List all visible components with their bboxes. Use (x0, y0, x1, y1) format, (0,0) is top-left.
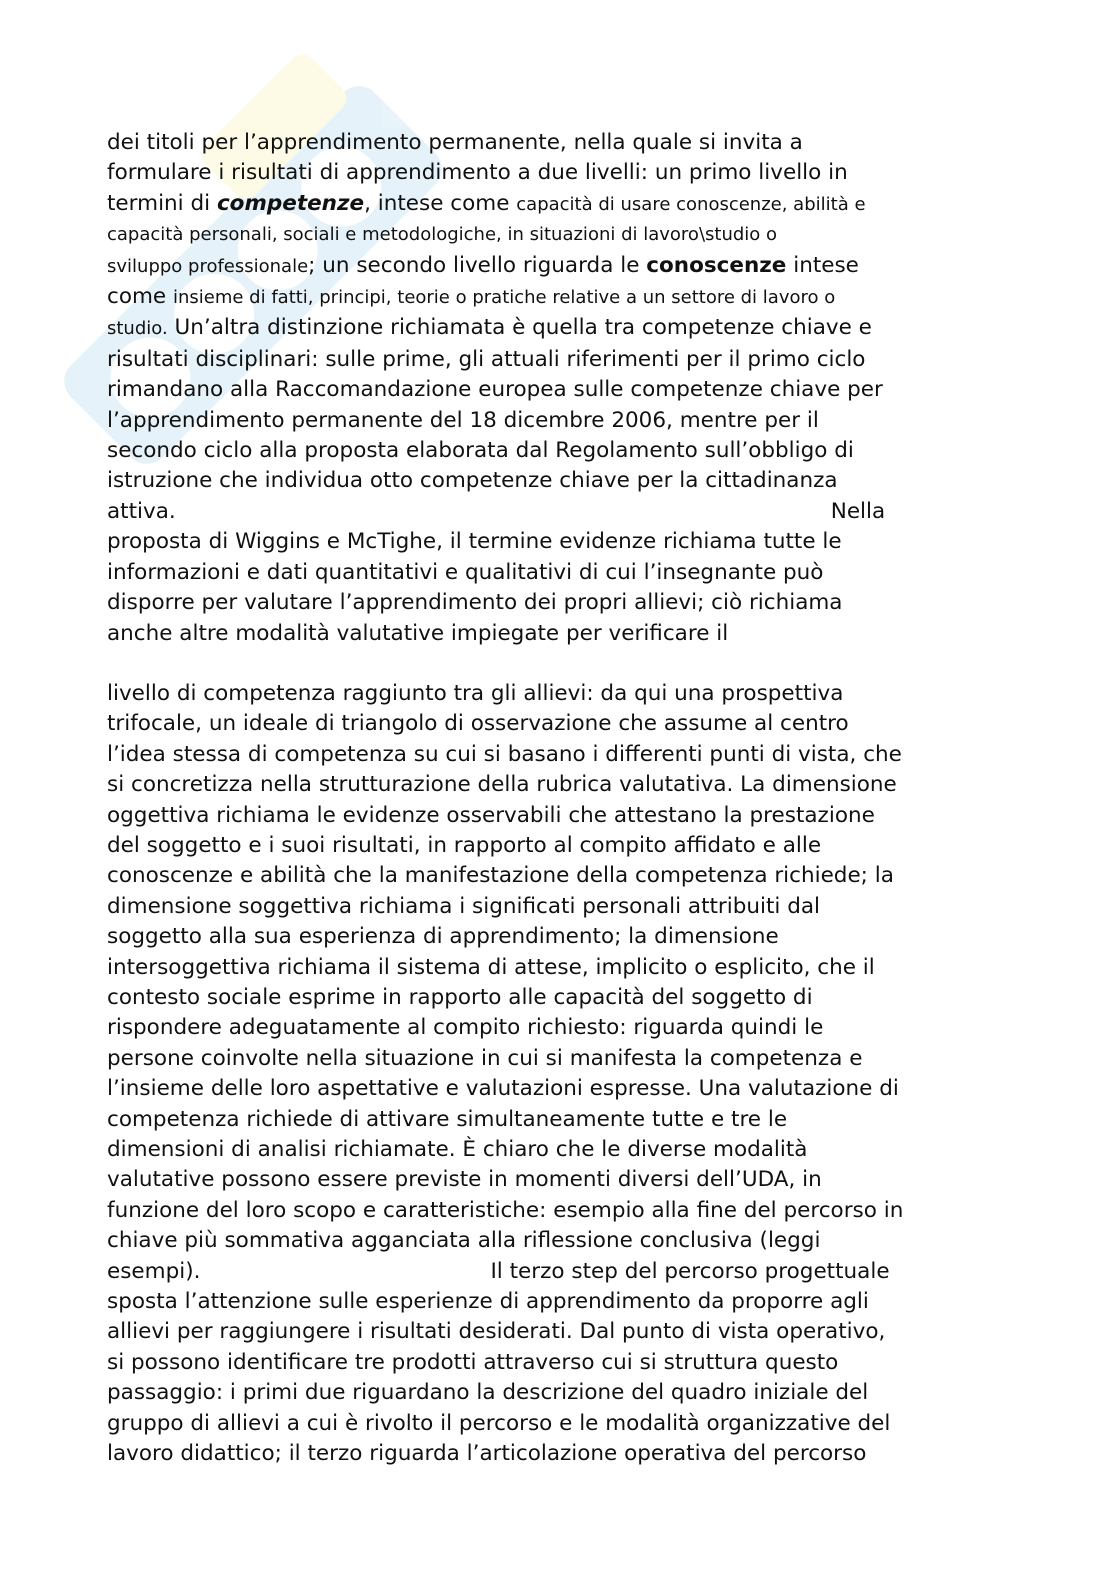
text-line: l’apprendimento permanente del 18 dicembre 2006, mentre per il (107, 407, 819, 433)
text-line: livello di competenza raggiunto tra gli allievi: da qui una prospettiva (107, 680, 844, 706)
text-run: Il terzo step del percorso progettuale (490, 1258, 890, 1284)
text-run: attiva. (107, 498, 176, 524)
text-line: istruzione che individua otto competenze chiave per la cittadinanza (107, 468, 838, 494)
text-line: formulare i risultati di apprendimento a due livelli: un primo livello in (107, 160, 848, 186)
text-line: proposta di Wiggins e McTighe, il termine evidenze richiama tutte le (107, 529, 842, 555)
term-competenze: competenze (216, 190, 365, 216)
text-run: Un’altra distinzione richiamata è quella tra competenze chiave e (167, 315, 872, 341)
text-line: gruppo di allievi a cui è rivolto il percorso e le modalità organizzative del (107, 1410, 891, 1436)
text-line: persone coinvolte nella situazione in cui si manifesta la competenza e (107, 1045, 863, 1071)
text-line: valutative possono essere previste in momenti diversi dell’UDA, in (107, 1167, 822, 1193)
text-line: rimandano alla Raccomandazione europea sulle competenze chiave per (107, 377, 883, 403)
text-line: rispondere adeguatamente al compito richiesto: riguarda quindi le (107, 1015, 824, 1041)
paragraph-gap (107, 649, 1027, 679)
text-line: anche altre modalità valutative impiegate per verificare il (107, 620, 729, 646)
text-run: ; un secondo livello riguarda le (308, 252, 647, 278)
text-line: lavoro didattico; il terzo riguarda l’articolazione operativa del percorso (107, 1441, 867, 1467)
text-run: intese (786, 252, 859, 278)
text-line: passaggio: i primi due riguardano la descrizione del quadro iniziale del (107, 1380, 869, 1406)
text-line (107, 313, 1027, 344)
text-line: dimensione soggettiva richiama i significati personali attribuiti dal (107, 893, 821, 919)
text-run: esempi). (107, 1258, 201, 1284)
text-line (107, 497, 1027, 527)
text-line: informazioni e dati quantitativi e qualitativi di cui l’insegnante può (107, 559, 824, 585)
text-line (107, 251, 1027, 282)
text-line: trifocale, un ideale di triangolo di osservazione che assume al centro (107, 711, 849, 737)
definition-text: studio. (107, 318, 168, 340)
text-line: intersoggettiva richiama il sistema di attese, implicito o esplicito, che il (107, 954, 875, 980)
text-line: l’idea stessa di competenza su cui si basano i differenti punti di vista, che (107, 741, 902, 767)
text-line (107, 189, 1027, 220)
text-line: conoscenze e abilità che la manifestazione della competenza richiede; la (107, 863, 894, 889)
text-line (107, 1257, 1027, 1287)
document-body (107, 128, 1027, 1469)
text-line: dei titoli per l’apprendimento permanente, nella quale si invita a (107, 130, 803, 155)
text-line: allievi per raggiungere i risultati desiderati. Dal punto di vista operativo, (107, 1319, 886, 1345)
text-line: soggetto alla sua esperienza di apprendimento; la dimensione (107, 924, 779, 950)
text-line: si possono identificare tre prodotti attraverso cui si struttura questo (107, 1349, 839, 1375)
text-line: disporre per valutare l’apprendimento dei propri allievi; ciò richiama (107, 590, 843, 616)
definition-line: capacità personali, sociali e metodologiche, in situazioni di lavoro\studio o (107, 224, 778, 246)
paragraph-block-1 (107, 128, 1027, 649)
text-run: termini di (107, 190, 217, 216)
text-line: oggettiva richiama le evidenze osservabili che attestano la prestazione (107, 802, 875, 828)
text-line (107, 282, 1027, 313)
definition-text: capacità di usare conoscenze, abilità e (516, 193, 866, 215)
text-line: dimensioni di analisi richiamate. È chiaro che le diverse modalità (107, 1137, 808, 1162)
text-run: come (107, 284, 173, 310)
text-run: Nella (830, 498, 886, 524)
text-line: sposta l’attenzione sulle esperienze di apprendimento da proporre agli (107, 1289, 869, 1315)
text-line: risultati disciplinari: sulle prime, gli attuali riferimenti per il primo ciclo (107, 346, 866, 372)
text-line: secondo ciclo alla proposta elaborata dal Regolamento sull’obbligo di (107, 438, 854, 464)
text-line: si concretizza nella strutturazione della rubrica valutativa. La dimensione (107, 772, 897, 798)
definition-text: sviluppo professionale (107, 255, 309, 277)
text-line: contesto sociale esprime in rapporto alle capacità del soggetto di (107, 984, 813, 1010)
text-line: funzione del loro scopo e caratteristiche: esempio alla fine del percorso in (107, 1197, 904, 1223)
text-line: l’insieme delle loro aspettative e valutazioni espresse. Una valutazione di (107, 1076, 899, 1102)
paragraph-block-2 (107, 679, 1027, 1470)
text-line: competenza richiede di attivare simultaneamente tutte e tre le (107, 1106, 788, 1132)
term-conoscenze: conoscenze (646, 252, 787, 278)
text-line: del soggetto e i suoi risultati, in rapporto al compito affidato e alle (107, 832, 822, 858)
definition-text: insieme di fatti, principi, teorie o pratiche relative a un settore di lavoro o (172, 287, 836, 309)
text-line: chiave più sommativa agganciata alla riflessione conclusiva (leggi (107, 1228, 821, 1254)
text-run: , intese come (364, 190, 517, 216)
